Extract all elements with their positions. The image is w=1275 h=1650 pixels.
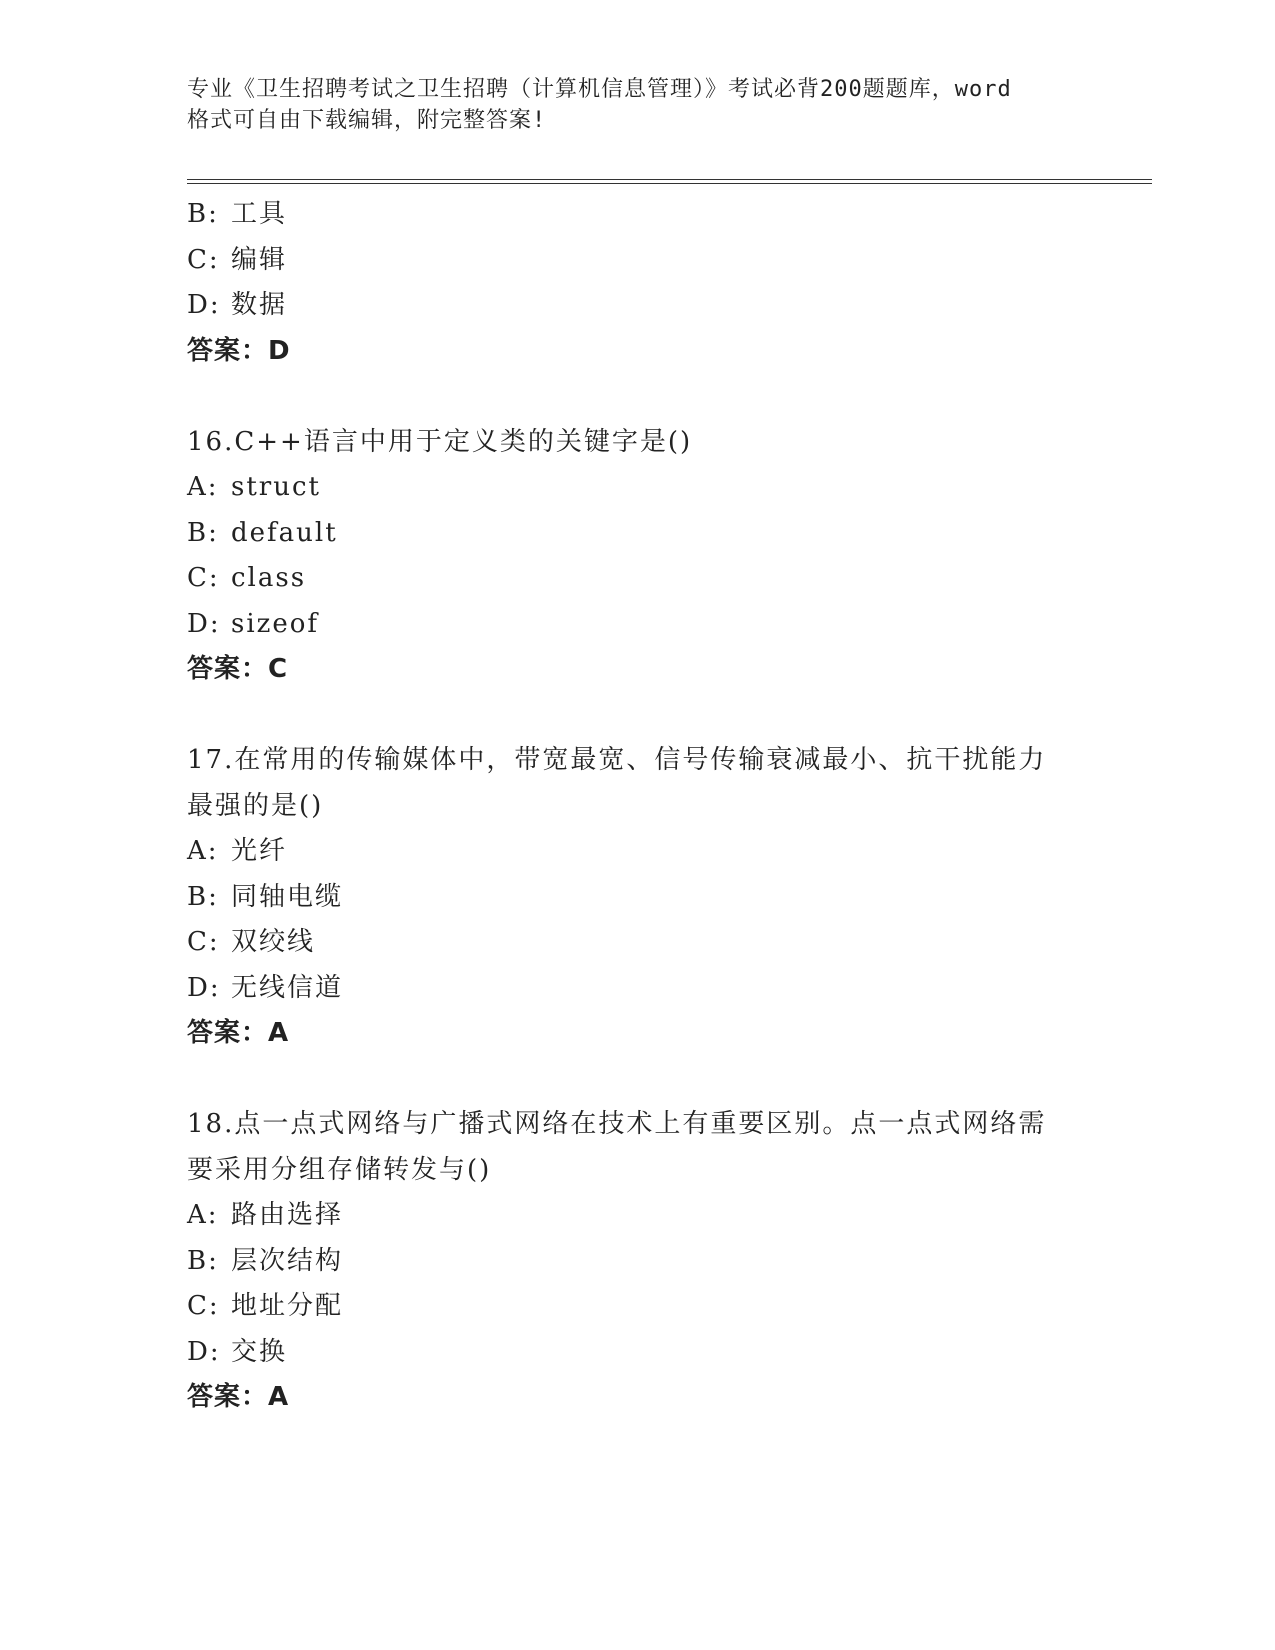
- option-text: 编辑: [231, 244, 288, 275]
- option: [187, 920, 1087, 966]
- option-key: C:: [187, 927, 220, 957]
- option-key: D:: [187, 972, 221, 1003]
- option-key: D:: [187, 1336, 221, 1367]
- option-text: 层次结构: [231, 1245, 344, 1276]
- option-key: B:: [187, 199, 219, 229]
- option: [187, 829, 1087, 875]
- option-key: C:: [187, 1291, 220, 1321]
- question-list: [187, 192, 1087, 1421]
- answer: 答案：A: [187, 1382, 290, 1412]
- option: [187, 238, 1087, 284]
- option: [187, 966, 1087, 1012]
- question-text: 最强的是(): [187, 790, 324, 821]
- option-key: B:: [187, 1245, 219, 1276]
- option: [187, 511, 1087, 557]
- option: [187, 556, 1087, 602]
- question-16: [187, 420, 1087, 693]
- option-key: B:: [187, 517, 219, 548]
- question-text: 17.在常用的传输媒体中，带宽最宽、信号传输衰减最小、抗干扰能力: [187, 745, 1047, 775]
- spacer: [187, 693, 1087, 739]
- header-line-2: 格式可自由下载编辑，附完整答案!: [187, 108, 547, 133]
- answer: 答案：A: [187, 1018, 290, 1048]
- header-line-1: 专业《卫生招聘考试之卫生招聘（计算机信息管理）》考试必背200题题库，word: [187, 77, 1012, 102]
- question-text: 16.C++语言中用于定义类的关键字是(): [187, 426, 693, 457]
- option-key: C:: [187, 244, 220, 275]
- option-text: 光纤: [231, 836, 288, 866]
- header-divider-top: [187, 179, 1152, 180]
- answer: 答案：C: [187, 654, 289, 684]
- option-text: 同轴电缆: [231, 881, 344, 912]
- question-15-continued: [187, 192, 1087, 374]
- option: [187, 602, 1087, 648]
- option-key: C:: [187, 563, 220, 593]
- document-header: [187, 74, 1087, 136]
- option-key: D:: [187, 608, 221, 639]
- option-text: 交换: [231, 1336, 288, 1367]
- option: [187, 1330, 1087, 1376]
- option-text: default: [231, 517, 338, 548]
- option-text: 地址分配: [231, 1291, 344, 1321]
- header-divider-bottom: [187, 183, 1152, 184]
- option-text: 无线信道: [231, 972, 344, 1003]
- option-text: 数据: [231, 290, 288, 320]
- option: [187, 1239, 1087, 1285]
- question-text: 18.点一点式网络与广播式网络在技术上有重要区别。点一点式网络需: [187, 1109, 1047, 1139]
- spacer: [187, 1057, 1087, 1103]
- option-key: A:: [187, 836, 219, 866]
- option-key: A:: [187, 472, 219, 502]
- option-text: struct: [231, 472, 321, 502]
- option-text: sizeof: [231, 608, 320, 639]
- spacer: [187, 374, 1087, 420]
- option-key: B:: [187, 881, 219, 912]
- option-text: 双绞线: [231, 927, 316, 957]
- question-17: [187, 738, 1087, 1057]
- question-18: [187, 1102, 1087, 1421]
- answer: 答案：D: [187, 335, 291, 366]
- option-key: A:: [187, 1200, 219, 1230]
- question-text: 要采用分组存储转发与(): [187, 1154, 492, 1185]
- option: [187, 1284, 1087, 1330]
- option: [187, 192, 1087, 238]
- option: [187, 283, 1087, 329]
- option: [187, 1193, 1087, 1239]
- option-text: class: [231, 563, 307, 593]
- option-text: 工具: [231, 199, 288, 229]
- option-key: D:: [187, 290, 221, 320]
- option: [187, 465, 1087, 511]
- option: [187, 875, 1087, 921]
- option-text: 路由选择: [231, 1200, 344, 1230]
